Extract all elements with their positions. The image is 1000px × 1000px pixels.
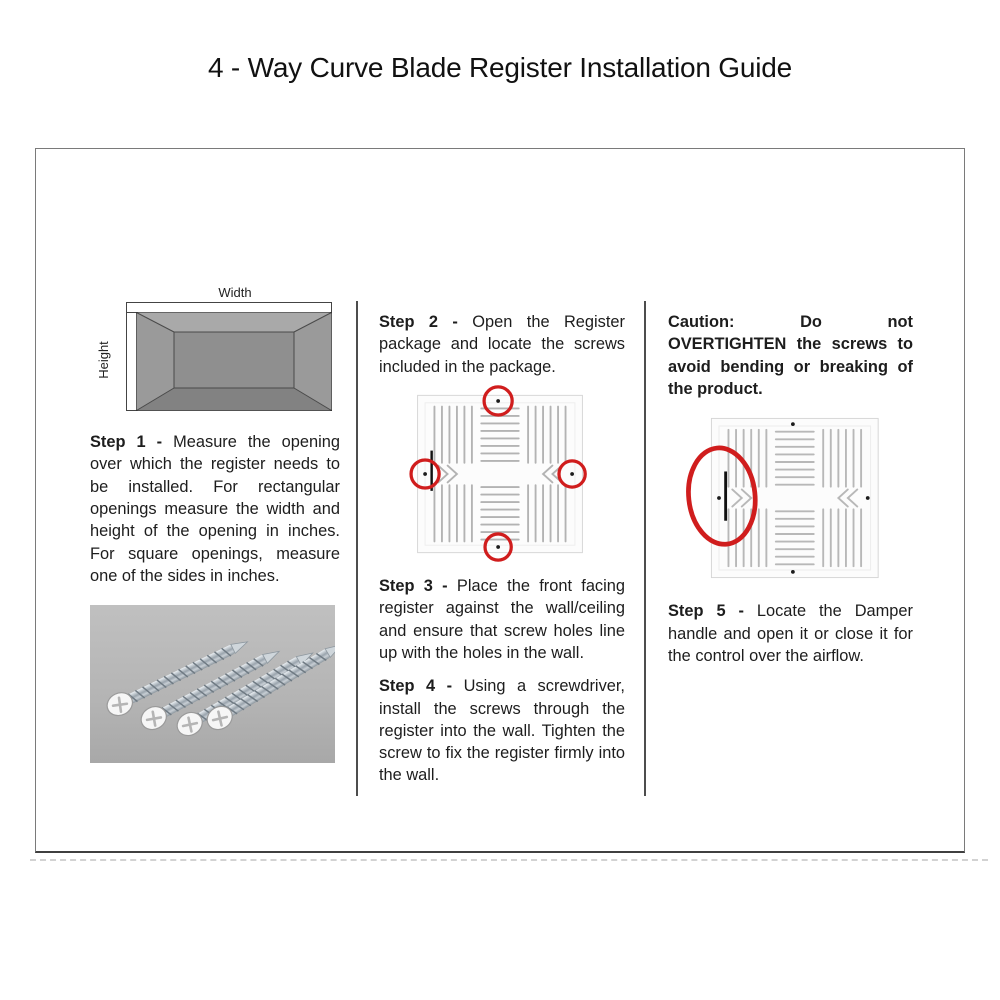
column-step1 <box>90 285 340 768</box>
step-4-label: Step 4 - <box>379 677 453 696</box>
register-damper-image <box>683 407 913 594</box>
page-title: 4 - Way Curve Blade Register Installation Guide <box>207 52 793 83</box>
step-2-text: Open the Register package and locate the screws included in the package. <box>379 313 626 376</box>
step-4-paragraph <box>379 675 625 787</box>
column-divider-right <box>644 301 646 796</box>
register-front-illustration <box>397 384 603 564</box>
step-5-paragraph <box>668 600 913 667</box>
step-5-text: Locate the Damper handle and open it or close it for the control over the airflow. <box>668 602 913 665</box>
width-dimension-bar <box>127 303 332 313</box>
step-2-label: Step 2 - <box>379 313 458 331</box>
step-1-text: Measure the opening over which the register needs to be installed. For rectangular openings measure the width and height of the opening in inches. For square openings, measure one of the sides in inches. <box>90 433 341 585</box>
opening-diagram <box>98 285 338 417</box>
step-3-text: Place the front facing register against the wall/ceiling and ensure that screw holes line up with the holes in the wall. <box>379 576 625 662</box>
height-dimension-label: Height <box>96 341 111 379</box>
caution-paragraph <box>668 311 913 400</box>
screws-illustration <box>90 605 335 763</box>
step-4-text: Using a screwdriver, install the screws through the register into the wall. Tighten the screw to fix the register firmly into the wall. <box>379 677 625 785</box>
opening-box <box>137 313 332 411</box>
caution-text: Do not OVERTIGHTEN the screws to avoid bending or breaking of the product. <box>668 313 913 398</box>
step-3-label: Step 3 - <box>379 576 448 595</box>
register-damper-illustration <box>683 407 899 589</box>
caution-label: Caution: <box>668 313 735 331</box>
step-1-label: Step 1 - <box>90 433 163 451</box>
opening-3d-illustration <box>126 302 332 412</box>
step-2-paragraph <box>379 311 625 378</box>
screws-photo <box>90 605 340 768</box>
document-frame <box>35 148 965 853</box>
step-5-label: Step 5 - <box>668 602 744 621</box>
column-steps-2-3-4 <box>379 311 625 787</box>
height-dimension-bar <box>127 313 137 411</box>
column-caution-step5 <box>668 311 913 667</box>
step-3-paragraph <box>379 575 625 664</box>
step-1-paragraph <box>90 431 340 587</box>
column-divider-left <box>356 301 358 796</box>
width-dimension-label: Width <box>218 285 252 300</box>
register-screw-holes-image <box>397 384 625 569</box>
page-bottom-dashed-line <box>30 859 988 861</box>
